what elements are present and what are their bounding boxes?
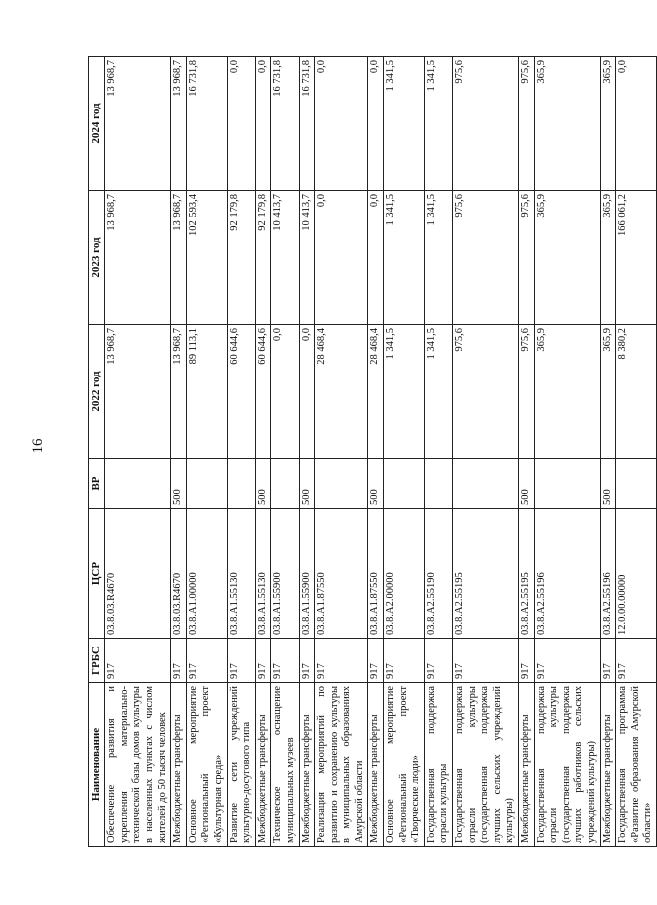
cell-2022: 365,9 [534, 325, 600, 459]
cell-vr [186, 459, 227, 509]
cell-vr [616, 459, 657, 509]
table-row [315, 57, 368, 847]
cell-2024: 0,0 [368, 57, 384, 191]
cell-name: Межбюджетные трансферты [171, 683, 187, 847]
cell-csr: 03.8.A1.87550 [315, 509, 368, 639]
cell-name: Межбюджетные трансферты [600, 683, 616, 847]
cell-name: Реализация мероприятий по развитию и сохранению культуры в муниципальных образованиях Амурской области [315, 683, 368, 847]
cell-grbs: 917 [384, 639, 425, 683]
cell-2022: 975,6 [453, 325, 519, 459]
cell-2023: 166 061,2 [616, 191, 657, 325]
cell-2022: 1 341,5 [424, 325, 452, 459]
cell-2024: 16 731,8 [299, 57, 315, 191]
header-2024: 2024 год [89, 57, 105, 191]
cell-csr: 03.8.A2.55196 [534, 509, 600, 639]
cell-csr: 03.8.A2.55190 [424, 509, 452, 639]
cell-grbs: 917 [271, 639, 299, 683]
cell-vr: 500 [600, 459, 616, 509]
cell-2024: 975,6 [453, 57, 519, 191]
cell-2022: 1 341,5 [384, 325, 425, 459]
cell-vr [384, 459, 425, 509]
cell-name: Развитие сети учреждений культурно-досугового типа [227, 683, 255, 847]
cell-2022: 0,0 [299, 325, 315, 459]
cell-vr [105, 459, 171, 509]
cell-2024: 1 341,5 [384, 57, 425, 191]
cell-vr [271, 459, 299, 509]
cell-name: Межбюджетные трансферты [255, 683, 271, 847]
cell-csr: 03.8.A2.55196 [600, 509, 616, 639]
cell-2023: 92 179,8 [227, 191, 255, 325]
cell-2022: 60 644,6 [227, 325, 255, 459]
cell-2023: 975,6 [453, 191, 519, 325]
cell-grbs: 917 [315, 639, 368, 683]
cell-2024: 0,0 [227, 57, 255, 191]
header-name: Наименование [89, 683, 105, 847]
cell-2024: 0,0 [315, 57, 368, 191]
table-row [600, 57, 616, 847]
table-row [534, 57, 600, 847]
cell-name: Государственная поддержка отрасли культуры (государственная поддержка лучших сельских учреждений культуры) [453, 683, 519, 847]
cell-name: Государственная программа «Развитие образования Амурской области» [616, 683, 657, 847]
cell-csr: 03.8.03.R4670 [171, 509, 187, 639]
cell-2024: 16 731,8 [271, 57, 299, 191]
cell-name: Межбюджетные трансферты [299, 683, 315, 847]
cell-grbs: 917 [186, 639, 227, 683]
cell-grbs: 917 [299, 639, 315, 683]
table-row [453, 57, 519, 847]
table-row [255, 57, 271, 847]
rotated-table-container [88, 57, 654, 847]
table-row [105, 57, 171, 847]
table-row [186, 57, 227, 847]
cell-csr: 03.8.A1.55900 [271, 509, 299, 639]
cell-vr: 500 [519, 459, 535, 509]
header-2022: 2022 год [89, 325, 105, 459]
cell-grbs: 917 [424, 639, 452, 683]
cell-name: Государственная поддержка отрасли культуры [424, 683, 452, 847]
table-row [384, 57, 425, 847]
cell-grbs: 917 [453, 639, 519, 683]
cell-2024: 0,0 [616, 57, 657, 191]
header-grbs: ГРБС [89, 639, 105, 683]
cell-2023: 1 341,5 [424, 191, 452, 325]
budget-table [88, 56, 657, 847]
cell-2024: 13 968,7 [171, 57, 187, 191]
cell-2023: 0,0 [368, 191, 384, 325]
cell-name: Обеспечение развития и укрепления материально-технической базы домов культуры в населенных пунктах с числом жителей до 50 тысяч человек [105, 683, 171, 847]
cell-vr [534, 459, 600, 509]
cell-vr [315, 459, 368, 509]
header-2023: 2023 год [89, 191, 105, 325]
cell-2024: 975,6 [519, 57, 535, 191]
cell-csr: 03.8.A1.87550 [368, 509, 384, 639]
cell-2024: 0,0 [255, 57, 271, 191]
cell-csr: 03.8.A2.55195 [519, 509, 535, 639]
cell-grbs: 917 [600, 639, 616, 683]
cell-2023: 13 968,7 [171, 191, 187, 325]
cell-2024: 13 968,7 [105, 57, 171, 191]
cell-csr: 03.8.A2.00000 [384, 509, 425, 639]
cell-2022: 0,0 [271, 325, 299, 459]
cell-2023: 365,9 [534, 191, 600, 325]
cell-2023: 365,9 [600, 191, 616, 325]
cell-vr [424, 459, 452, 509]
cell-name: Межбюджетные трансферты [368, 683, 384, 847]
cell-2022: 89 113,1 [186, 325, 227, 459]
cell-grbs: 917 [105, 639, 171, 683]
table-row [368, 57, 384, 847]
cell-grbs: 917 [519, 639, 535, 683]
cell-csr: 03.8.A1.55130 [255, 509, 271, 639]
cell-csr: 03.8.03.R4670 [105, 509, 171, 639]
table-row [171, 57, 187, 847]
cell-name: Государственная поддержка отрасли культуры (государственная поддержка лучших работников сельских учреждений культуры) [534, 683, 600, 847]
cell-2022: 975,6 [519, 325, 535, 459]
table-row [299, 57, 315, 847]
cell-name: Межбюджетные трансферты [519, 683, 535, 847]
cell-csr: 12.0.00.00000 [616, 509, 657, 639]
cell-2022: 28 468,4 [368, 325, 384, 459]
cell-2023: 13 968,7 [105, 191, 171, 325]
cell-2022: 60 644,6 [255, 325, 271, 459]
cell-grbs: 917 [534, 639, 600, 683]
cell-2023: 10 413,7 [299, 191, 315, 325]
cell-name: Техническое оснащение муниципальных музеев [271, 683, 299, 847]
cell-2022: 13 968,7 [105, 325, 171, 459]
cell-2024: 365,9 [600, 57, 616, 191]
cell-grbs: 917 [227, 639, 255, 683]
cell-vr [227, 459, 255, 509]
cell-2023: 975,6 [519, 191, 535, 325]
cell-2023: 0,0 [315, 191, 368, 325]
cell-2022: 28 468,4 [315, 325, 368, 459]
cell-csr: 03.8.A1.00000 [186, 509, 227, 639]
table-row [519, 57, 535, 847]
header-csr: ЦСР [89, 509, 105, 639]
cell-2022: 13 968,7 [171, 325, 187, 459]
cell-vr [453, 459, 519, 509]
cell-name: Основное мероприятие «Региональный проект «Творческие люди» [384, 683, 425, 847]
cell-grbs: 917 [368, 639, 384, 683]
cell-csr: 03.8.A2.55195 [453, 509, 519, 639]
cell-2023: 102 593,4 [186, 191, 227, 325]
cell-csr: 03.8.A1.55130 [227, 509, 255, 639]
cell-2022: 365,9 [600, 325, 616, 459]
table-row [227, 57, 255, 847]
cell-2023: 10 413,7 [271, 191, 299, 325]
cell-2022: 8 380,2 [616, 325, 657, 459]
page-number: 16 [30, 438, 46, 454]
cell-name: Основное мероприятие «Региональный проект «Культурная среда» [186, 683, 227, 847]
cell-2024: 365,9 [534, 57, 600, 191]
cell-2023: 1 341,5 [384, 191, 425, 325]
cell-2024: 16 731,8 [186, 57, 227, 191]
cell-vr: 500 [368, 459, 384, 509]
cell-grbs: 917 [171, 639, 187, 683]
cell-vr: 500 [171, 459, 187, 509]
table-row [616, 57, 657, 847]
cell-grbs: 917 [255, 639, 271, 683]
cell-vr: 500 [255, 459, 271, 509]
cell-csr: 03.8.A1.55900 [299, 509, 315, 639]
table-header-row [89, 57, 105, 847]
cell-grbs: 917 [616, 639, 657, 683]
cell-2024: 1 341,5 [424, 57, 452, 191]
cell-2023: 92 179,8 [255, 191, 271, 325]
header-vr: ВР [89, 459, 105, 509]
cell-vr: 500 [299, 459, 315, 509]
table-row [271, 57, 299, 847]
table-row [424, 57, 452, 847]
